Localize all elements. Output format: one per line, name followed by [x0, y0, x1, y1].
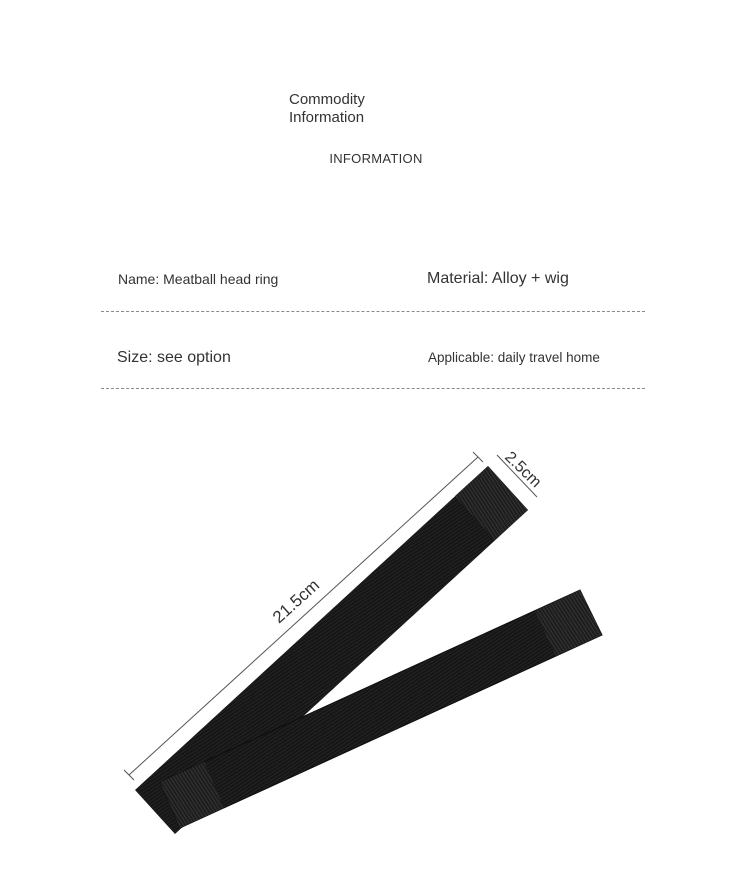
title-line-1: Commodity: [289, 91, 365, 108]
spec-size: Size: see option: [117, 349, 231, 366]
section-subtitle: INFORMATION: [329, 151, 423, 166]
title-line-2: Information: [289, 109, 365, 126]
length-label: 21.5cm: [268, 575, 324, 627]
spec-material: Material: Alloy + wig: [427, 270, 569, 287]
spec-applicable: Applicable: daily travel home: [428, 350, 600, 365]
width-label: 2.5cm: [501, 448, 545, 492]
spec-name: Name: Meatball head ring: [118, 271, 279, 287]
